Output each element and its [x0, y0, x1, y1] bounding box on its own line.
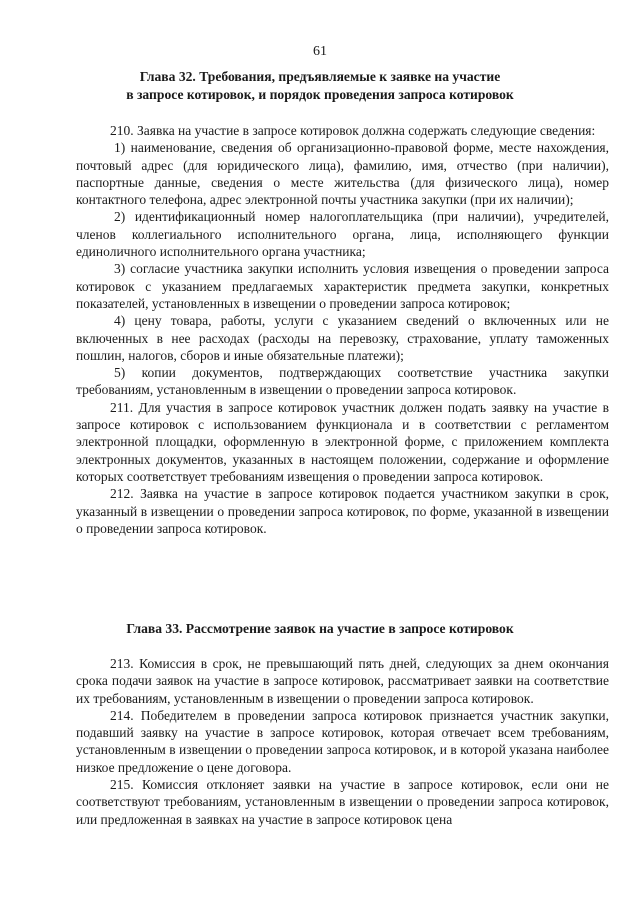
- paragraph-214: 214. Победителем в проведении запроса котировок признается участник закупки, подавший заявку на участие в запросе котировок, которая отвечает всем требованиям, установленным в извещении о проведении запроса котировок, и в которой указана наиболее низкое предложение о цене договора.: [76, 707, 609, 775]
- chapter-32-heading: [90, 68, 550, 104]
- chapter-32-title-line-1: Глава 32. Требования, предъявляемые к заявке на участие: [139, 69, 501, 84]
- paragraph-210-item-1: 1) наименование, сведения об организационно-правовой форме, месте нахождения, почтовый адрес (для юридического лица), фамилию, имя, отчество (при наличии), паспортные данные, сведения о месте жительства (для физического лица), номер контактного телефона, адрес электронной почты участника закупки (при их наличии);: [76, 140, 609, 208]
- paragraph-212: 212. Заявка на участие в запросе котировок подается участником закупки в срок, указанный в извещении о проведении запроса котировок, по форме, указанной в извещении о проведении запроса котировок.: [76, 486, 609, 536]
- chapter-33-body: [76, 655, 609, 828]
- paragraph-213: 213. Комиссия в срок, не превышающий пять дней, следующих за днем окончания срока подачи заявок на участие в запросе котировок, рассматривает заявки на соответствие их требованиям, установленным в извещении о проведении запроса котировок.: [76, 656, 609, 706]
- paragraph-210-item-5: 5) копии документов, подтверждающих соответствие участника закупки требованиям, установленным в извещении о проведении запроса котировок.: [76, 365, 609, 398]
- chapter-33-heading: [60, 620, 580, 638]
- paragraph-211: 211. Для участия в запросе котировок участник должен подать заявку на участие в запросе котировок с использованием функционала и в соответствии с регламентом электронной площадки, оформленную в электронной форме, с приложением комплекта электронных документов, указанных в настоящем положении, содержание и оформление которых соответствует требованиям извещения о проведении запроса котировок.: [76, 399, 609, 484]
- paragraph-210-item-4: 4) цену товара, работы, услуги с указанием сведений о включенных или не включенных в нее расходах (расходы на перевозку, страхование, уплату таможенных пошлин, налогов, сборов и иные обязательные платежи);: [76, 313, 609, 363]
- paragraph-210-item-2: 2) идентификационный номер налогоплательщика (при наличии), учредителей, членов коллегиального исполнительного органа, лица, исполняющего функции единоличного исполнительного органа участника;: [76, 209, 609, 260]
- paragraph-215: 215. Комиссия отклоняет заявки на участие в запросе котировок, если они не соответствуют требованиям, установленным в извещении о проведении запроса котировок, или предложенная в заявках на участие в запросе котировок цена: [76, 777, 609, 827]
- chapter-32-title-line-2: в запросе котировок, и порядок проведения запроса котировок: [126, 87, 514, 102]
- paragraph-210: 210. Заявка на участие в запросе котировок должна содержать следующие сведения:: [110, 123, 596, 138]
- chapter-33-title: Глава 33. Рассмотрение заявок на участие в запросе котировок: [126, 621, 514, 636]
- paragraph-210-item-3: 3) согласие участника закупки исполнить условия извещения о проведении запроса котировок с указанием предлагаемых характеристик предмета закупки, конкретных показателей, установленных в извещении о проведении запроса котировок;: [76, 261, 609, 311]
- chapter-32-body: [76, 122, 609, 537]
- page-number: 61: [313, 44, 327, 59]
